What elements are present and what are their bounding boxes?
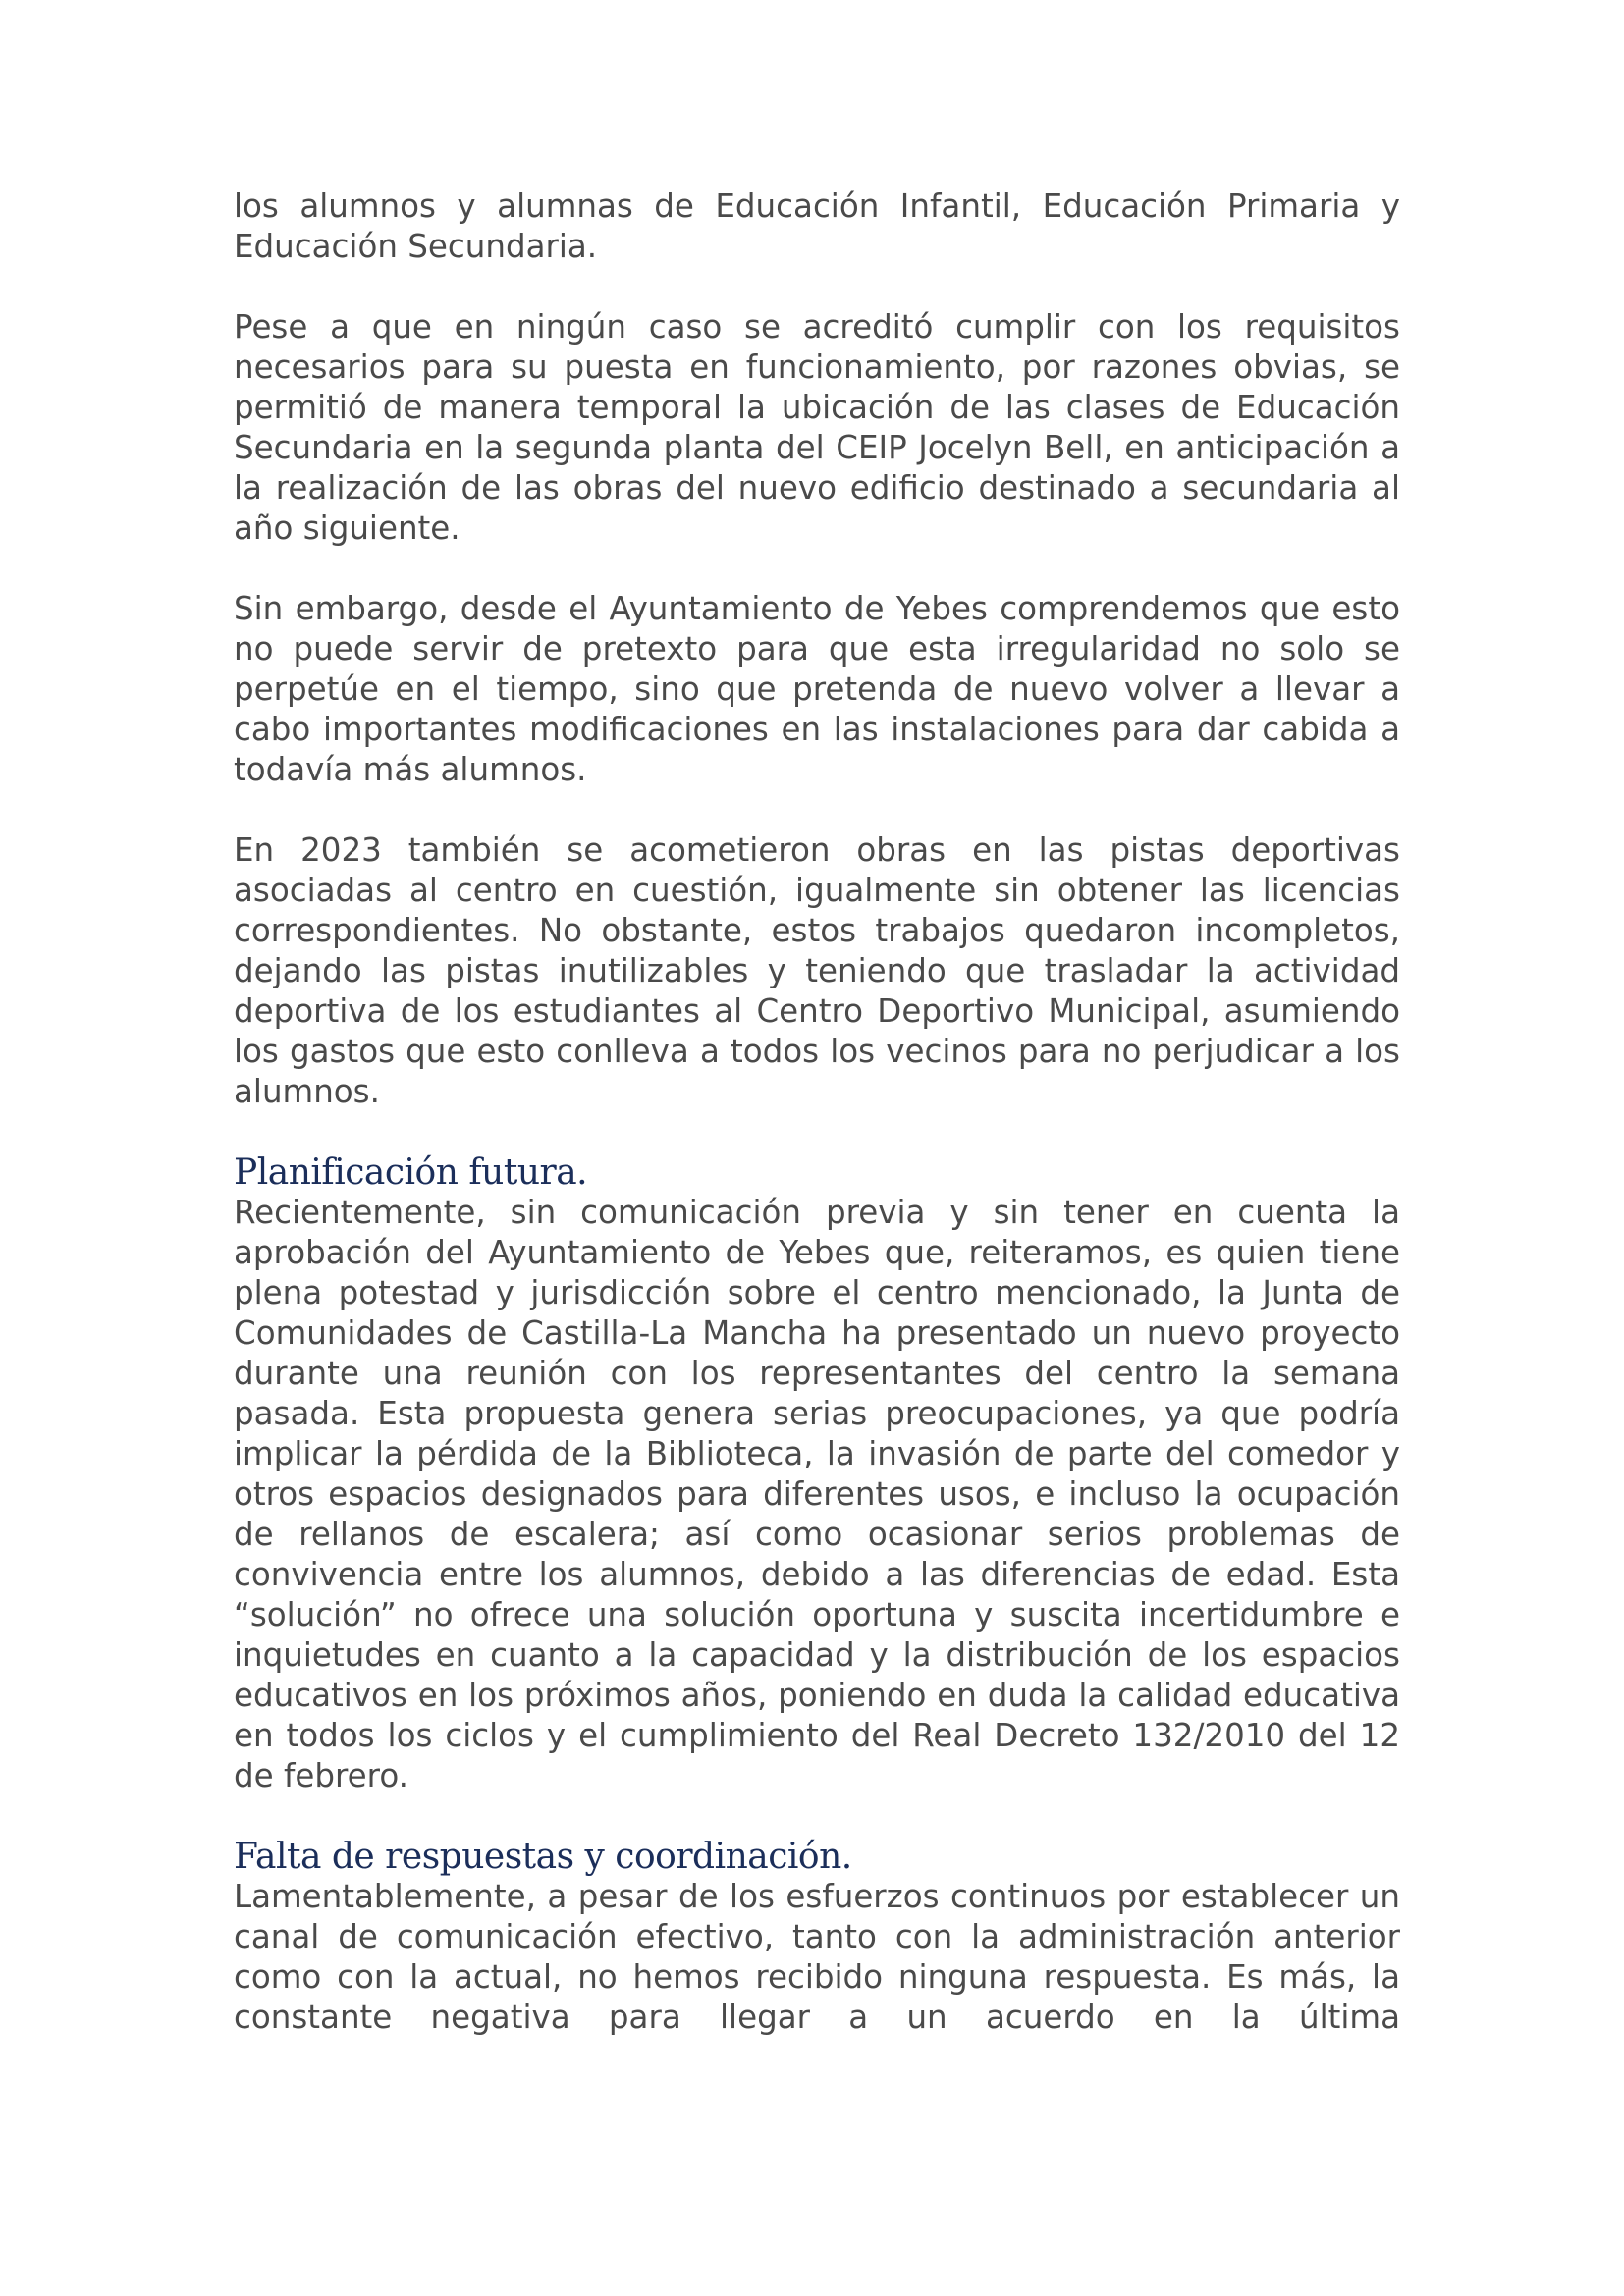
paragraph-planificacion: Recientemente, sin comunicación previa y sin tener en cuenta la aprobación del Ayuntamiento de Yebes que, reiteramos, es quien tiene plena potestad y jurisdicción sobre el centro mencionado, la Junta de Comunidades de Castilla-La Mancha ha presentado un nuevo proyecto durante una reunión con los representantes del centro la semana pasada. Esta propuesta genera serias preocupaciones, ya que podría implicar la pérdida de la Biblioteca, la invasión de parte del comedor y otros espacios designados para diferentes usos, e incluso la ocupación de rellanos de escalera; así como ocasionar serios problemas de convivencia entre los alumnos, debido a las diferencias de edad. Esta “solución” no ofrece una solución oportuna y suscita incertidumbre e inquietudes en cuanto a la capacidad y la distribución de los espacios educativos en los próximos años, poniendo en duda la calidad educativa en todos los ciclos y el cumplimiento del Real Decreto 132/2010 del 12 de febrero. bbox=[234, 1194, 1400, 1794]
paragraph-intro-2: Pese a que en ningún caso se acreditó cumplir con los requisitos necesarios para su puesta en funcionamiento, por razones obvias, se permitió de manera temporal la ubicación de las clases de Educación Secundaria en la segunda planta del CEIP Jocelyn Bell, en anticipación a la realización de las obras del nuevo edificio destinado a secundaria al año siguiente. bbox=[234, 308, 1400, 547]
heading-falta-respuestas: Falta de respuestas y coordinación. bbox=[234, 1837, 852, 1877]
paragraph-falta-respuestas: Lamentablemente, a pesar de los esfuerzos continuos por establecer un canal de comunicación efectivo, tanto con la administración anterior como con la actual, no hemos recibido ninguna respuesta. Es más, la constante negativa para llegar a un acuerdo en la última bbox=[234, 1878, 1400, 2036]
paragraph-intro-1: los alumnos y alumnas de Educación Infantil, Educación Primaria y Educación Secundaria. bbox=[234, 187, 1400, 265]
paragraph-intro-4: En 2023 también se acometieron obras en las pistas deportivas asociadas al centro en cuestión, igualmente sin obtener las licencias correspondientes. No obstante, estos trabajos quedaron incompletos, dejando las pistas inutilizables y teniendo que trasladar la actividad deportiva de los estudiantes al Centro Deportivo Municipal, asumiendo los gastos que esto conlleva a todos los vecinos para no perjudicar a los alumnos. bbox=[234, 831, 1400, 1110]
paragraph-intro-3: Sin embargo, desde el Ayuntamiento de Yebes comprendemos que esto no puede servir de pretexto para que esta irregularidad no solo se perpetúe en el tiempo, sino que pretenda de nuevo volver a llevar a cabo importantes modificaciones en las instalaciones para dar cabida a todavía más alumnos. bbox=[234, 590, 1400, 788]
heading-planificacion-futura: Planificación futura. bbox=[234, 1152, 588, 1193]
document-page bbox=[234, 187, 1400, 2078]
